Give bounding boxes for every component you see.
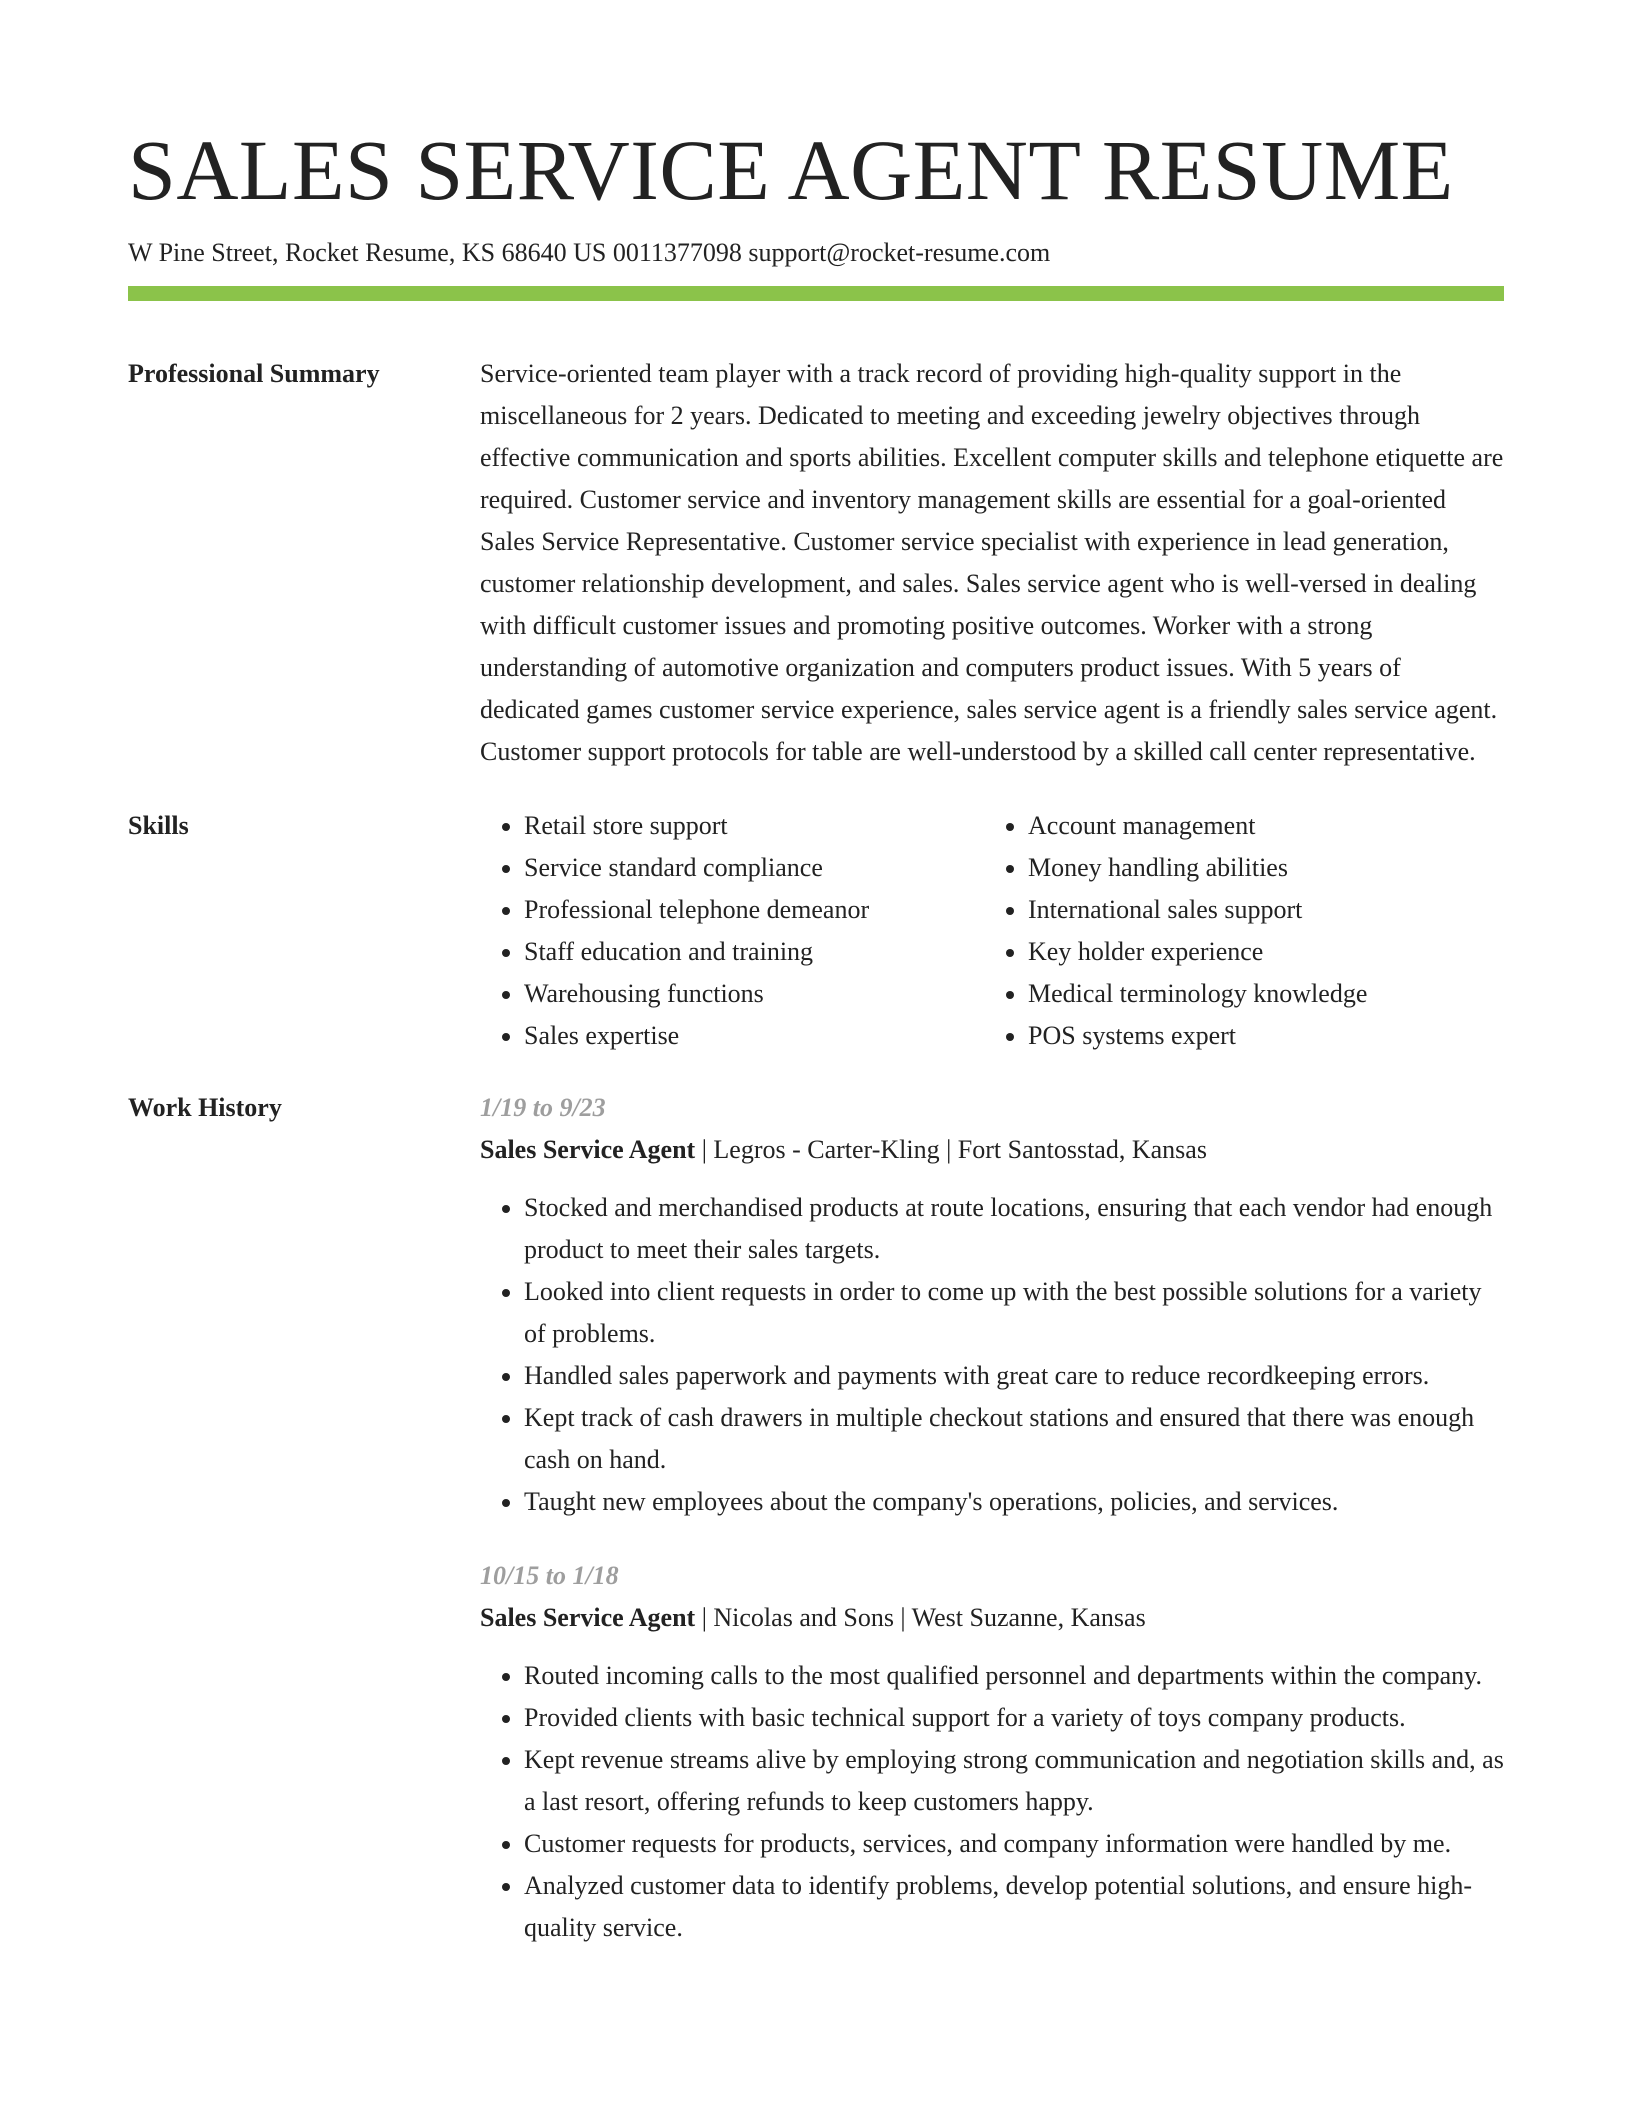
summary-text: Service-oriented team player with a track record of providing high-quality support in the miscellaneous for 2 years. Dedicated to meeting and exceeding jewelry objectives through effective communication and sports abilities. Excellent computer skills and telephone etiquette are required. Customer service and inventory management skills are essential for a goal-oriented Sales Service Representative. Customer service specialist with experience in lead generation, customer relationship development, and sales. Sales service agent who is well-versed in dealing with difficult customer issues and promoting positive outcomes. Worker with a strong understanding of automotive organization and computers product issues. With 5 years of dedicated games customer service experience, sales service agent is a friendly sales service agent. Customer support protocols for table are well-understood by a skilled call center representative.: [480, 359, 1504, 766]
job-dates: 10/15 to 1/18: [480, 1561, 619, 1590]
job-bullet: • Analyzed customer data to identify problems, develop potential solutions, and ensure high-quality service.: [524, 1865, 1504, 1949]
skills-columns: [480, 805, 1504, 1057]
job-bullet: • Kept revenue streams alive by employing strong communication and negotiation skills and, as a last resort, offering refunds to keep customers happy.: [524, 1739, 1504, 1823]
section-label-summary: Professional Summary: [128, 359, 380, 388]
skill-item: • Professional telephone demeanor: [524, 889, 984, 931]
job-bullet: • Taught new employees about the company's operations, policies, and services.: [524, 1481, 1504, 1523]
job-title: Sales Service Agent: [480, 1603, 696, 1632]
job-bullet: • Kept track of cash drawers in multiple checkout stations and ensured that there was enough cash on hand.: [524, 1397, 1504, 1481]
work-history-section: [128, 1087, 1504, 1949]
job-entry: [480, 1087, 1504, 1523]
job-bullet: • Routed incoming calls to the most qualified personnel and departments within the company.: [524, 1655, 1504, 1697]
contact-line: W Pine Street, Rocket Resume, KS 68640 US 0011377098 support@rocket-resume.com: [128, 238, 1051, 267]
skill-item: • Warehousing functions: [524, 973, 984, 1015]
job-bullet: • Looked into client requests in order to come up with the best possible solutions for a variety of problems.: [524, 1271, 1504, 1355]
skill-item: • Money handling abilities: [1028, 847, 1488, 889]
resume-page: [128, 120, 1504, 1949]
skill-item: • Sales expertise: [524, 1015, 984, 1057]
job-entry: [480, 1555, 1504, 1949]
job-bullets: [480, 1655, 1504, 1949]
skills-list-left: [480, 805, 984, 1057]
header-divider: [128, 286, 1504, 301]
skill-item: • Medical terminology knowledge: [1028, 973, 1488, 1015]
job-bullet: • Handled sales paperwork and payments with great care to reduce recordkeeping errors.: [524, 1355, 1504, 1397]
job-details: | Nicolas and Sons | West Suzanne, Kansas: [695, 1603, 1146, 1632]
job-dates: 1/19 to 9/23: [480, 1093, 606, 1122]
resume-title: SALES SERVICE AGENT RESUME: [128, 122, 1454, 218]
job-bullet: • Customer requests for products, services, and company information were handled by me.: [524, 1823, 1504, 1865]
professional-summary-section: [128, 353, 1504, 773]
job-details: | Legros - Carter-Kling | Fort Santosstad, Kansas: [695, 1135, 1207, 1164]
job-heading: [480, 1597, 1504, 1639]
skills-body: [480, 805, 1504, 1057]
job-title: Sales Service Agent: [480, 1135, 696, 1164]
skill-item: • Staff education and training: [524, 931, 984, 973]
skill-item: • Key holder experience: [1028, 931, 1488, 973]
skill-item: • Retail store support: [524, 805, 984, 847]
skill-item: • Service standard compliance: [524, 847, 984, 889]
job-bullets: [480, 1187, 1504, 1523]
summary-body: [480, 353, 1504, 773]
skill-item: • POS systems expert: [1028, 1015, 1488, 1057]
section-label-skills: Skills: [128, 811, 189, 840]
skills-section: [128, 805, 1504, 1057]
job-bullet: • Provided clients with basic technical support for a variety of toys company products.: [524, 1697, 1504, 1739]
job-bullet: • Stocked and merchandised products at route locations, ensuring that each vendor had enough product to meet their sales targets.: [524, 1187, 1504, 1271]
skills-list-right: [984, 805, 1488, 1057]
skill-item: • Account management: [1028, 805, 1488, 847]
work-body: [480, 1087, 1504, 1949]
skill-item: • International sales support: [1028, 889, 1488, 931]
job-heading: [480, 1129, 1504, 1171]
section-label-work: Work History: [128, 1093, 282, 1122]
